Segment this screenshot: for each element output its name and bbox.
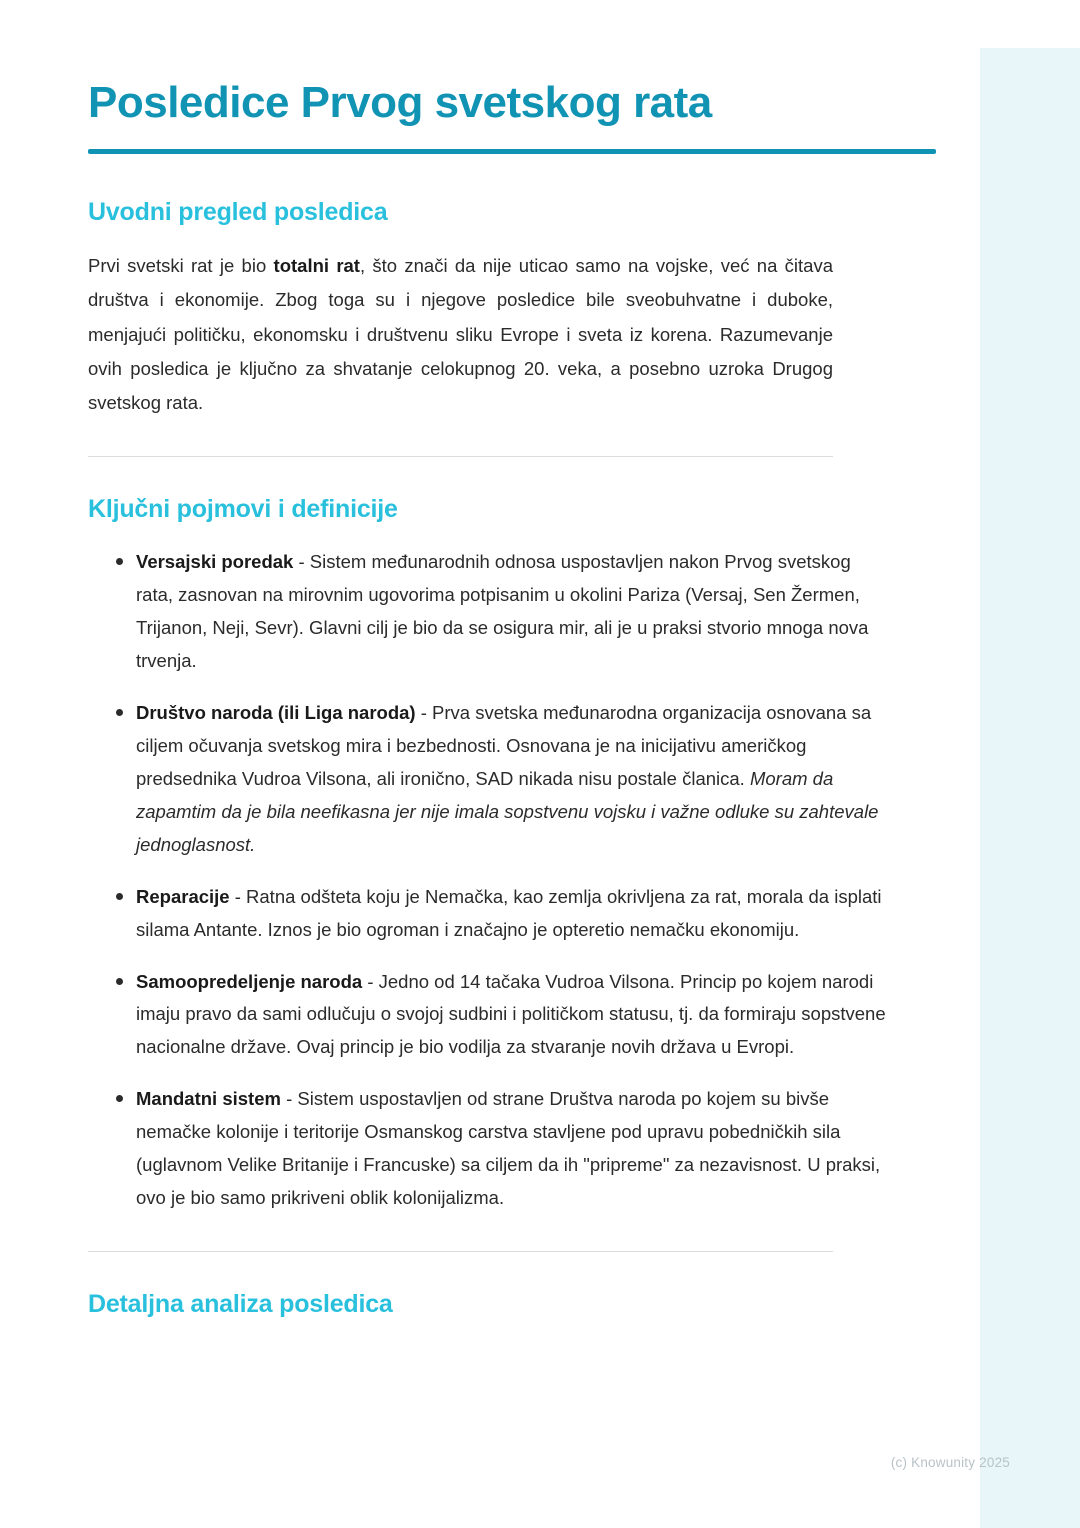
term-name: Versajski poredak: [136, 551, 294, 573]
intro-text-bold: totalni rat: [273, 255, 360, 277]
list-item: [118, 881, 892, 947]
list-item: [118, 1083, 892, 1215]
page-title: Posledice Prvog svetskog rata: [88, 78, 712, 127]
term-text: - Jedno od 14 tačaka Vudroa Vilsona. Princip po kojem narodi imaju pravo da sami odlučuju o svojoj sudbini i političkom statusu, tj. da formiraju sopstvene nacionalne države. Ovaj princip je bio vodilja za stvaranje novih država u Evropi.: [136, 970, 886, 1058]
term-text: - Ratna odšteta koju je Nemačka, kao zemlja okrivljena za rat, morala da isplati silama Antante. Iznos je bio ogroman i značajno je opteretio nemačku ekonomiju.: [136, 885, 882, 940]
key-terms-list: [88, 546, 928, 1215]
section-heading-analysis: Detaljna analiza posledica: [88, 1289, 393, 1318]
intro-paragraph: [88, 249, 833, 420]
copyright-footer: (c) Knowunity 2025: [890, 1455, 1010, 1470]
section-divider-2: [88, 1251, 833, 1252]
term-name: Reparacije: [136, 885, 230, 907]
section-heading-terms: Ključni pojmovi i definicije: [88, 495, 398, 524]
term-name: Mandatni sistem: [136, 1088, 281, 1110]
list-item: [118, 546, 892, 678]
list-item: [118, 697, 892, 862]
term-text: - Prva svetska međunarodna organizacija osnovana sa ciljem očuvanja svetskog mira i bezbednosti. Osnovana je na inicijativu američkog predsednika Vudroa Vilsona, ali ironično, SAD nikada nisu postale članica.: [136, 702, 872, 789]
term-note: Moram da zapamtim da je bila neefikasna jer nije imala sopstvenu vojsku i važne odluke su zahtevale jednoglasnost.: [136, 767, 879, 855]
section-divider-1: [88, 456, 833, 457]
term-name: Samoopredeljenje naroda: [136, 970, 363, 992]
document-content: [88, 78, 928, 1341]
term-text: - Sistem uspostavljen od strane Društva naroda po kojem su bivše nemačke kolonije i teritorije Osmanskog carstva stavljene pod upravu pobedničkih sila (uglavnom Velike Britanije i Francuske) sa ciljem da ih "pripreme" za nezavisnost. U praksi, ovo je bio samo prikriveni oblik kolonijalizma.: [136, 1088, 881, 1209]
term-name: Društvo naroda (ili Liga naroda): [136, 702, 416, 724]
page-margin-strip: [980, 48, 1080, 1528]
section-heading-intro: Uvodni pregled posledica: [88, 198, 388, 227]
title-underline: [88, 149, 936, 154]
list-item: [118, 966, 892, 1065]
intro-text-pre: Prvi svetski rat je bio: [88, 255, 274, 277]
intro-text-post: , što znači da nije uticao samo na vojske, već na čitava društva i ekonomije. Zbog toga su i njegove posledice bile sveobuhvatne i duboke, menjajući političku, ekonomsku i društvenu sliku Evrope i sveta iz korena. Razumevanje ovih posledica je ključno za shvatanje celokupnog 20. veka, a posebno uzroka Drugog svetskog rata.: [88, 255, 834, 414]
term-text: - Sistem međunarodnih odnosa uspostavljen nakon Prvog svetskog rata, zasnovan na mirovnim ugovorima potpisanim u okolini Pariza (Versaj, Sen Žermen, Trijanon, Neji, Sevr). Glavni cilj je bio da se osigura mir, ali je u praksi stvorio mnoga nova trvenja.: [136, 551, 869, 672]
